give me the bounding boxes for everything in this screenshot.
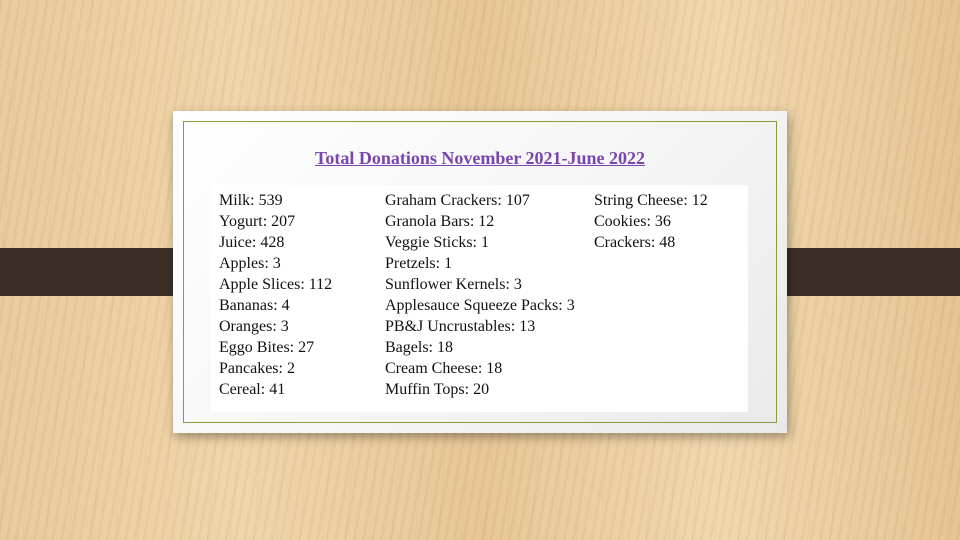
list-item: Bagels: 18 xyxy=(385,339,453,356)
list-item: String Cheese: 12 xyxy=(594,192,708,209)
donation-column-1 xyxy=(219,190,332,400)
list-item: Sunflower Kernels: 3 xyxy=(385,276,522,293)
right-strap xyxy=(766,248,960,296)
donation-card xyxy=(173,111,787,433)
donation-column-2 xyxy=(385,190,575,400)
list-item: Bananas: 4 xyxy=(219,297,290,314)
left-strap xyxy=(0,248,194,296)
list-item: Cookies: 36 xyxy=(594,213,671,230)
list-item: Muffin Tops: 20 xyxy=(385,381,490,398)
list-item: Apple Slices: 112 xyxy=(219,276,333,293)
list-item: Juice: 428 xyxy=(219,234,285,251)
list-item: Oranges: 3 xyxy=(219,318,289,335)
list-item: Milk: 539 xyxy=(219,192,283,209)
donation-column-3 xyxy=(594,190,708,253)
list-item: PB&J Uncrustables: 13 xyxy=(385,318,536,335)
donation-list-panel xyxy=(211,185,748,412)
list-item: Yogurt: 207 xyxy=(219,213,296,230)
list-item: Pretzels: 1 xyxy=(385,255,453,272)
list-item: Eggo Bites: 27 xyxy=(219,339,315,356)
list-item: Apples: 3 xyxy=(219,255,281,272)
list-item: Graham Crackers: 107 xyxy=(385,192,530,209)
list-item: Cream Cheese: 18 xyxy=(385,360,503,377)
list-item: Granola Bars: 12 xyxy=(385,213,495,230)
list-item: Crackers: 48 xyxy=(594,234,676,251)
page-title: Total Donations November 2021-June 2022 xyxy=(314,148,646,168)
list-item: Cereal: 41 xyxy=(219,381,286,398)
list-item: Applesauce Squeeze Packs: 3 xyxy=(385,297,575,314)
list-item: Pancakes: 2 xyxy=(219,360,295,377)
list-item: Veggie Sticks: 1 xyxy=(385,234,489,251)
